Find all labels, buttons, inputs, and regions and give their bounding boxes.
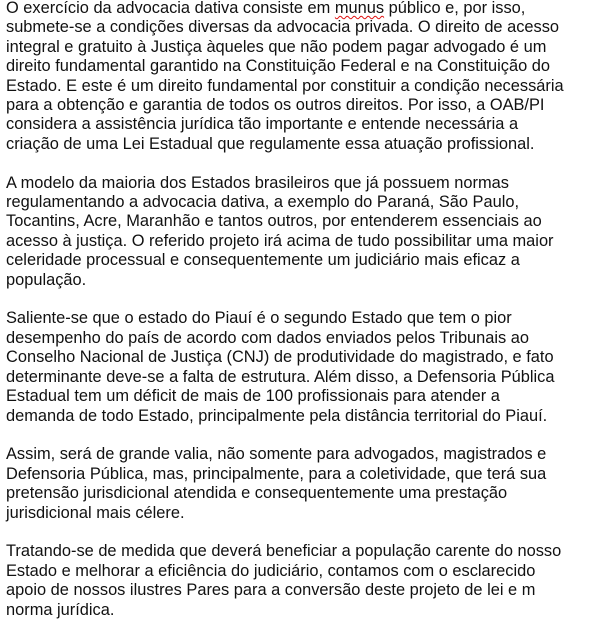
text-run: A modelo da maioria dos Estados brasileiros que já possuem normas — [6, 173, 509, 192]
text-run: população. — [6, 270, 87, 289]
text-run: pretensão jurisdicional atendida e consequentemente uma prestação — [6, 484, 508, 503]
text-run: Defensoria Pública, mas, principalmente, para a coletividade, que terá sua — [6, 464, 547, 483]
text-run: desempenho do país de acordo com dados enviados pelos Tribunais ao — [6, 328, 530, 347]
text-line — [6, 57, 594, 76]
text-line — [6, 0, 594, 18]
text-line — [6, 484, 594, 503]
text-run: demanda de todo Estado, principalmente pela distância territorial do Piauí. — [6, 406, 548, 425]
text-run: Tratando-se de medida que deverá beneficiar a população carente do nosso — [6, 542, 562, 561]
text-line — [6, 18, 594, 37]
paragraph-2 — [6, 174, 594, 290]
text-run: submete-se a condições diversas da advocacia privada. O direito de acesso — [6, 18, 560, 37]
paragraph-4 — [6, 445, 594, 523]
text-line — [6, 135, 594, 154]
text-run: criação de uma Lei Estadual que regulamente essa atuação profissional. — [6, 134, 535, 153]
text-line — [6, 251, 594, 270]
text-run: apoio de nossos ilustres Pares para a conversão deste projeto de lei e m — [6, 581, 536, 600]
text-line — [6, 407, 594, 426]
text-run: regulamentando a advocacia dativa, a exemplo do Paraná, São Paulo, — [6, 193, 520, 212]
paragraph-1 — [6, 0, 594, 154]
text-run: integral e gratuito à Justiça àqueles que não podem pagar advogado é um — [6, 37, 547, 56]
text-run: celeridade processual e consequentemente um judiciário mais eficaz a — [6, 251, 520, 270]
text-line — [6, 193, 594, 212]
text-line — [6, 542, 594, 561]
text-line — [6, 601, 594, 620]
text-line — [6, 232, 594, 251]
text-line — [6, 271, 594, 290]
text-run: Tocantins, Acre, Maranhão e tantos outros, por entenderem essenciais ao — [6, 212, 542, 231]
spellcheck-flagged-word: munus — [334, 0, 385, 17]
text-run: direito fundamental garantido na Constituição Federal e na Constituição do — [6, 57, 550, 76]
text-run: norma jurídica. — [6, 600, 115, 619]
text-line — [6, 212, 594, 231]
paragraph-5 — [6, 542, 594, 620]
text-run: Assim, será de grande valia, não somente para advogados, magistrados e — [6, 445, 547, 464]
text-line — [6, 329, 594, 348]
text-run: determinante deve-se a falta de estrutura. Além disso, a Defensoria Pública — [6, 367, 555, 386]
text-run: O exercício da advocacia dativa consiste em — [6, 0, 335, 17]
text-line — [6, 174, 594, 193]
text-line — [6, 38, 594, 57]
text-line — [6, 368, 594, 387]
text-line — [6, 581, 594, 600]
text-run: Estadual tem um déficit de mais de 100 profissionais para atender a — [6, 387, 500, 406]
text-line — [6, 77, 594, 96]
text-line — [6, 309, 594, 328]
text-line — [6, 465, 594, 484]
text-line — [6, 562, 594, 581]
text-run: para a obtenção e garantia de todos os outros direitos. Por isso, a OAB/PI — [6, 96, 545, 115]
text-line — [6, 348, 594, 367]
text-run: Estado e melhorar a eficiência do judiciário, contamos com o esclarecido — [6, 561, 536, 580]
text-run: Conselho Nacional de Justiça (CNJ) de produtividade do magistrado, e fato — [6, 348, 554, 367]
text-line — [6, 445, 594, 464]
text-run: público e, por isso, — [384, 0, 526, 17]
text-run: Estado. E este é um direito fundamental por constituir a condição necessária — [6, 76, 564, 95]
text-run: Saliente-se que o estado do Piauí é o segundo Estado que tem o pior — [6, 309, 512, 328]
text-line — [6, 115, 594, 134]
text-line — [6, 96, 594, 115]
text-run: considera a assistência jurídica tão importante e entende necessária a — [6, 115, 519, 134]
text-run: jurisdicional mais célere. — [6, 503, 185, 522]
text-line — [6, 504, 594, 523]
text-run: acesso à justiça. O referido projeto irá acima de tudo possibilitar uma maior — [6, 231, 554, 250]
paragraph-3 — [6, 309, 594, 425]
text-line — [6, 387, 594, 406]
